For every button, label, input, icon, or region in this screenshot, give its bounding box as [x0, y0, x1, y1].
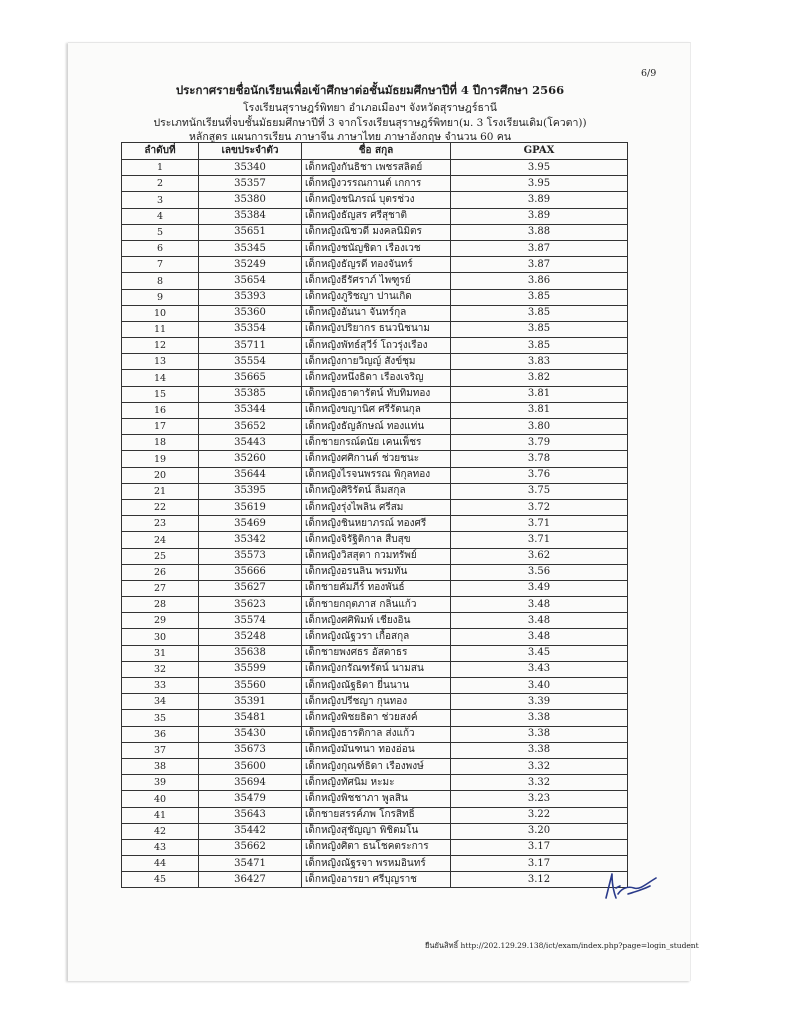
row-order-cell: 28 — [122, 597, 199, 613]
row-gpax-cell: 3.32 — [451, 758, 628, 774]
row-student-id-cell: 35665 — [199, 370, 302, 386]
row-student-id-cell: 35654 — [199, 273, 302, 289]
row-order-cell: 31 — [122, 645, 199, 661]
row-gpax-cell: 3.79 — [451, 435, 628, 451]
row-student-id-cell: 35345 — [199, 240, 302, 256]
confirmation-url-footer: ยืนยันสิทธิ์ http://202.129.29.138/ict/exam/index.php?page=login_student — [425, 941, 699, 950]
row-gpax-cell: 3.85 — [451, 321, 628, 337]
row-order-cell: 9 — [122, 289, 199, 305]
row-student-id-cell: 35711 — [199, 338, 302, 354]
row-name-cell: เด็กหญิงขญานิศ ศรีรัตนกุล — [302, 402, 451, 418]
row-student-id-cell: 36427 — [199, 872, 302, 888]
row-gpax-cell: 3.12 — [451, 872, 628, 888]
row-name-cell: เด็กหญิงศิริรัตน์ ลิ้มสกุล — [302, 483, 451, 499]
row-order-cell: 11 — [122, 321, 199, 337]
column-header-student-id: เลขประจำตัว — [199, 143, 302, 160]
row-student-id-cell: 35340 — [199, 160, 302, 176]
row-gpax-cell: 3.17 — [451, 839, 628, 855]
row-order-cell: 21 — [122, 483, 199, 499]
row-name-cell: เด็กหญิงศศิกานต์ ช่วยชนะ — [302, 451, 451, 467]
row-name-cell: เด็กหญิงธัญรดี ทองจันทร์ — [302, 257, 451, 273]
row-student-id-cell: 35469 — [199, 516, 302, 532]
row-name-cell: เด็กหญิงธาดารัตน์ ทับทิมทอง — [302, 386, 451, 402]
row-order-cell: 26 — [122, 564, 199, 580]
school-line: โรงเรียนสุราษฎร์พิทยา อำเภอเมืองฯ จังหวัดสุราษฎร์ธานี — [243, 102, 497, 114]
row-student-id-cell: 35694 — [199, 775, 302, 791]
row-order-cell: 32 — [122, 661, 199, 677]
row-name-cell: เด็กหญิงธารติกาล ส่งแก้ว — [302, 726, 451, 742]
row-name-cell: เด็กหญิงชนิภรณ์ บุตรช่วง — [302, 192, 451, 208]
row-gpax-cell: 3.71 — [451, 516, 628, 532]
column-header-gpax: GPAX — [451, 143, 628, 160]
row-name-cell: เด็กหญิงกันธิชา เพชรสลิตย์ — [302, 160, 451, 176]
table-row — [122, 548, 628, 564]
row-order-cell: 39 — [122, 775, 199, 791]
row-order-cell: 35 — [122, 710, 199, 726]
category-line: ประเภทนักเรียนที่จบชั้นมัธยมศึกษาปีที่ 3 จากโรงเรียนสุราษฎร์พิทยา(ม. 3 โรงเรียนเดิม(โควตา)) — [153, 117, 587, 129]
row-student-id-cell: 35599 — [199, 661, 302, 677]
row-order-cell: 3 — [122, 192, 199, 208]
row-name-cell: เด็กหญิงหนึ่งธิดา เรืองเจริญ — [302, 370, 451, 386]
row-gpax-cell: 3.87 — [451, 257, 628, 273]
row-gpax-cell: 3.45 — [451, 645, 628, 661]
row-order-cell: 18 — [122, 435, 199, 451]
table-row — [122, 807, 628, 823]
table-row — [122, 661, 628, 677]
row-name-cell: เด็กหญิงไรจนพรรณ พิกุลทอง — [302, 467, 451, 483]
table-row — [122, 645, 628, 661]
row-student-id-cell: 35619 — [199, 499, 302, 515]
row-name-cell: เด็กหญิงภูริชญา ปานเกิด — [302, 289, 451, 305]
row-name-cell: เด็กหญิงณัฐธิดา ยี่นนาน — [302, 678, 451, 694]
table-row — [122, 419, 628, 435]
table-row — [122, 160, 628, 176]
row-student-id-cell: 35638 — [199, 645, 302, 661]
signature-mark — [598, 868, 662, 904]
student-table — [121, 142, 628, 888]
table-row — [122, 710, 628, 726]
row-gpax-cell: 3.38 — [451, 710, 628, 726]
row-student-id-cell: 35395 — [199, 483, 302, 499]
column-header-order: ลำดับที่ — [122, 143, 199, 160]
row-name-cell: เด็กหญิงชินหยาภรณ์ ทองศรี — [302, 516, 451, 532]
row-name-cell: เด็กหญิงทัศนิม หะมะ — [302, 775, 451, 791]
row-name-cell: เด็กหญิงอรนลิน พรมทัน — [302, 564, 451, 580]
table-row — [122, 305, 628, 321]
row-gpax-cell: 3.20 — [451, 823, 628, 839]
table-row — [122, 791, 628, 807]
row-gpax-cell: 3.81 — [451, 402, 628, 418]
announcement-title: ประกาศรายชื่อนักเรียนเพื่อเข้าศึกษาต่อชั้นมัธยมศึกษาปีที่ 4 ปีการศึกษา 2566 — [175, 83, 565, 97]
row-gpax-cell: 3.86 — [451, 273, 628, 289]
table-row — [122, 321, 628, 337]
row-order-cell: 13 — [122, 354, 199, 370]
row-name-cell: เด็กชายสรรค์ภพ โกรสิทธิ์ — [302, 807, 451, 823]
row-order-cell: 22 — [122, 499, 199, 515]
row-name-cell: เด็กหญิงจิรัฐิติกาล สืบสุข — [302, 532, 451, 548]
row-student-id-cell: 35344 — [199, 402, 302, 418]
row-order-cell: 44 — [122, 856, 199, 872]
table-row — [122, 451, 628, 467]
table-row — [122, 823, 628, 839]
row-student-id-cell: 35384 — [199, 208, 302, 224]
row-gpax-cell: 3.82 — [451, 370, 628, 386]
row-student-id-cell: 35573 — [199, 548, 302, 564]
table-row — [122, 354, 628, 370]
row-student-id-cell: 35574 — [199, 613, 302, 629]
row-name-cell: เด็กหญิงปริยากร ธนวนิชนาม — [302, 321, 451, 337]
table-row — [122, 483, 628, 499]
row-gpax-cell: 3.43 — [451, 661, 628, 677]
row-name-cell: เด็กหญิงพิชยธิดา ช่วยสงค์ — [302, 710, 451, 726]
row-gpax-cell: 3.71 — [451, 532, 628, 548]
table-row — [122, 872, 628, 888]
row-student-id-cell: 35627 — [199, 580, 302, 596]
table-row — [122, 208, 628, 224]
row-order-cell: 24 — [122, 532, 199, 548]
table-row — [122, 176, 628, 192]
table-header-row — [122, 143, 628, 160]
row-name-cell: เด็กหญิงอันนา จันทร์กุล — [302, 305, 451, 321]
row-order-cell: 7 — [122, 257, 199, 273]
row-order-cell: 30 — [122, 629, 199, 645]
row-student-id-cell: 35442 — [199, 823, 302, 839]
row-gpax-cell: 3.87 — [451, 240, 628, 256]
row-name-cell: เด็กหญิงธีรัศราภ์ ไพฑูรย์ — [302, 273, 451, 289]
row-student-id-cell: 35652 — [199, 419, 302, 435]
row-order-cell: 14 — [122, 370, 199, 386]
table-row — [122, 839, 628, 855]
row-order-cell: 42 — [122, 823, 199, 839]
row-name-cell: เด็กหญิงพัทธ์สุวีร์ โถวรุ่งเรือง — [302, 338, 451, 354]
row-order-cell: 29 — [122, 613, 199, 629]
table-row — [122, 289, 628, 305]
row-gpax-cell: 3.39 — [451, 694, 628, 710]
table-row — [122, 435, 628, 451]
row-name-cell: เด็กหญิงธัญสร ศรีสุชาติ — [302, 208, 451, 224]
row-student-id-cell: 35471 — [199, 856, 302, 872]
table-row — [122, 597, 628, 613]
row-name-cell: เด็กหญิงกุณฑ์ธิดา เรืองพงษ์ — [302, 758, 451, 774]
row-student-id-cell: 35623 — [199, 597, 302, 613]
row-gpax-cell: 3.22 — [451, 807, 628, 823]
row-gpax-cell: 3.78 — [451, 451, 628, 467]
row-student-id-cell: 35481 — [199, 710, 302, 726]
row-gpax-cell: 3.72 — [451, 499, 628, 515]
row-student-id-cell: 35560 — [199, 678, 302, 694]
row-gpax-cell: 3.80 — [451, 419, 628, 435]
row-order-cell: 8 — [122, 273, 199, 289]
row-order-cell: 6 — [122, 240, 199, 256]
row-order-cell: 1 — [122, 160, 199, 176]
row-name-cell: เด็กชายพงศธร อัสดาธร — [302, 645, 451, 661]
row-name-cell: เด็กหญิงชนัญชิดา เรืองเวช — [302, 240, 451, 256]
table-row — [122, 742, 628, 758]
row-student-id-cell: 35260 — [199, 451, 302, 467]
row-name-cell: เด็กหญิงปรีชญา กุนทอง — [302, 694, 451, 710]
row-student-id-cell: 35248 — [199, 629, 302, 645]
row-name-cell: เด็กหญิงกายวิญญ์ สังข์ชุม — [302, 354, 451, 370]
table-row — [122, 192, 628, 208]
row-student-id-cell: 35391 — [199, 694, 302, 710]
row-gpax-cell: 3.56 — [451, 564, 628, 580]
row-order-cell: 25 — [122, 548, 199, 564]
row-order-cell: 33 — [122, 678, 199, 694]
table-row — [122, 386, 628, 402]
row-gpax-cell: 3.17 — [451, 856, 628, 872]
row-order-cell: 17 — [122, 419, 199, 435]
row-order-cell: 36 — [122, 726, 199, 742]
row-name-cell: เด็กหญิงณิชวดี มงคลนิมิตร — [302, 224, 451, 240]
row-student-id-cell: 35651 — [199, 224, 302, 240]
table-row — [122, 726, 628, 742]
row-student-id-cell: 35393 — [199, 289, 302, 305]
row-gpax-cell: 3.23 — [451, 791, 628, 807]
row-name-cell: เด็กชายกฤตภาส กลิ่นแก้ว — [302, 597, 451, 613]
row-name-cell: เด็กหญิงณัฐวรา เกื้อสกุล — [302, 629, 451, 645]
row-order-cell: 43 — [122, 839, 199, 855]
table-row — [122, 240, 628, 256]
row-student-id-cell: 35600 — [199, 758, 302, 774]
row-order-cell: 20 — [122, 467, 199, 483]
row-name-cell: เด็กชายกรณ์ดนัย เคนเพ็ชร — [302, 435, 451, 451]
row-student-id-cell: 35354 — [199, 321, 302, 337]
table-row — [122, 257, 628, 273]
row-name-cell: เด็กหญิงธัญลักษณ์ ทองแท่น — [302, 419, 451, 435]
row-name-cell: เด็กหญิงสุชัญญา พิชิตมโน — [302, 823, 451, 839]
table-row — [122, 758, 628, 774]
row-student-id-cell: 35357 — [199, 176, 302, 192]
table-row — [122, 564, 628, 580]
row-student-id-cell: 35249 — [199, 257, 302, 273]
column-header-name: ชื่อ สกุล — [302, 143, 451, 160]
row-student-id-cell: 35443 — [199, 435, 302, 451]
row-name-cell: เด็กหญิงพิชชาภา พูลสิน — [302, 791, 451, 807]
row-order-cell: 40 — [122, 791, 199, 807]
row-gpax-cell: 3.95 — [451, 160, 628, 176]
row-name-cell: เด็กหญิงอารยา ศรีบุญราช — [302, 872, 451, 888]
row-order-cell: 41 — [122, 807, 199, 823]
row-name-cell: เด็กหญิงวิสสุตา กวมทรัพย์ — [302, 548, 451, 564]
row-gpax-cell: 3.83 — [451, 354, 628, 370]
row-student-id-cell: 35643 — [199, 807, 302, 823]
row-order-cell: 5 — [122, 224, 199, 240]
row-student-id-cell: 35385 — [199, 386, 302, 402]
row-name-cell: เด็กหญิงวรรณกานต์ เกการ — [302, 176, 451, 192]
table-row — [122, 516, 628, 532]
row-order-cell: 37 — [122, 742, 199, 758]
row-gpax-cell: 3.88 — [451, 224, 628, 240]
curriculum-line: หลักสูตร แผนการเรียน ภาษาจีน ภาษาไทย ภาษาอังกฤษ จำนวน 60 คน — [188, 131, 511, 143]
table-row — [122, 338, 628, 354]
table-row — [122, 775, 628, 791]
row-order-cell: 12 — [122, 338, 199, 354]
table-row — [122, 613, 628, 629]
row-student-id-cell: 35342 — [199, 532, 302, 548]
row-gpax-cell: 3.85 — [451, 289, 628, 305]
table-body — [122, 160, 628, 888]
row-gpax-cell: 3.95 — [451, 176, 628, 192]
row-order-cell: 4 — [122, 208, 199, 224]
row-gpax-cell: 3.32 — [451, 775, 628, 791]
row-order-cell: 2 — [122, 176, 199, 192]
row-gpax-cell: 3.38 — [451, 726, 628, 742]
table-row — [122, 694, 628, 710]
row-gpax-cell: 3.48 — [451, 597, 628, 613]
row-student-id-cell: 35673 — [199, 742, 302, 758]
row-order-cell: 45 — [122, 872, 199, 888]
table-row — [122, 678, 628, 694]
table-row — [122, 856, 628, 872]
row-student-id-cell: 35380 — [199, 192, 302, 208]
row-gpax-cell: 3.40 — [451, 678, 628, 694]
row-gpax-cell: 3.48 — [451, 629, 628, 645]
row-name-cell: เด็กหญิงศศิพิมพ์ เชียงอิน — [302, 613, 451, 629]
table-row — [122, 402, 628, 418]
row-gpax-cell: 3.76 — [451, 467, 628, 483]
row-order-cell: 27 — [122, 580, 199, 596]
row-name-cell: เด็กหญิงกรัณฑรัตน์ นามสน — [302, 661, 451, 677]
row-name-cell: เด็กชายคัมภีร์ ทองพันธ์ — [302, 580, 451, 596]
row-gpax-cell: 3.48 — [451, 613, 628, 629]
row-order-cell: 15 — [122, 386, 199, 402]
table-row — [122, 273, 628, 289]
row-gpax-cell: 3.75 — [451, 483, 628, 499]
page-number: 6/9 — [641, 68, 657, 79]
row-student-id-cell: 35644 — [199, 467, 302, 483]
row-student-id-cell: 35479 — [199, 791, 302, 807]
row-student-id-cell: 35662 — [199, 839, 302, 855]
row-student-id-cell: 35666 — [199, 564, 302, 580]
table-row — [122, 629, 628, 645]
row-gpax-cell: 3.89 — [451, 192, 628, 208]
row-order-cell: 16 — [122, 402, 199, 418]
row-order-cell: 10 — [122, 305, 199, 321]
row-gpax-cell: 3.81 — [451, 386, 628, 402]
row-order-cell: 23 — [122, 516, 199, 532]
row-name-cell: เด็กหญิงณัฐรจา พรหมอินทร์ — [302, 856, 451, 872]
row-student-id-cell: 35360 — [199, 305, 302, 321]
row-order-cell: 19 — [122, 451, 199, 467]
row-gpax-cell: 3.49 — [451, 580, 628, 596]
table-row — [122, 467, 628, 483]
row-gpax-cell: 3.38 — [451, 742, 628, 758]
row-order-cell: 34 — [122, 694, 199, 710]
table-row — [122, 370, 628, 386]
row-gpax-cell: 3.85 — [451, 338, 628, 354]
row-student-id-cell: 35430 — [199, 726, 302, 742]
row-student-id-cell: 35554 — [199, 354, 302, 370]
row-name-cell: เด็กหญิงรุ่งไพลิน ศรีสม — [302, 499, 451, 515]
table-row — [122, 532, 628, 548]
row-order-cell: 38 — [122, 758, 199, 774]
row-gpax-cell: 3.85 — [451, 305, 628, 321]
row-name-cell: เด็กหญิงมันฑนา ทองอ่อน — [302, 742, 451, 758]
table-row — [122, 224, 628, 240]
table-row — [122, 499, 628, 515]
row-gpax-cell: 3.89 — [451, 208, 628, 224]
table-row — [122, 580, 628, 596]
row-name-cell: เด็กหญิงศิตา ธนโชคตระการ — [302, 839, 451, 855]
row-gpax-cell: 3.62 — [451, 548, 628, 564]
